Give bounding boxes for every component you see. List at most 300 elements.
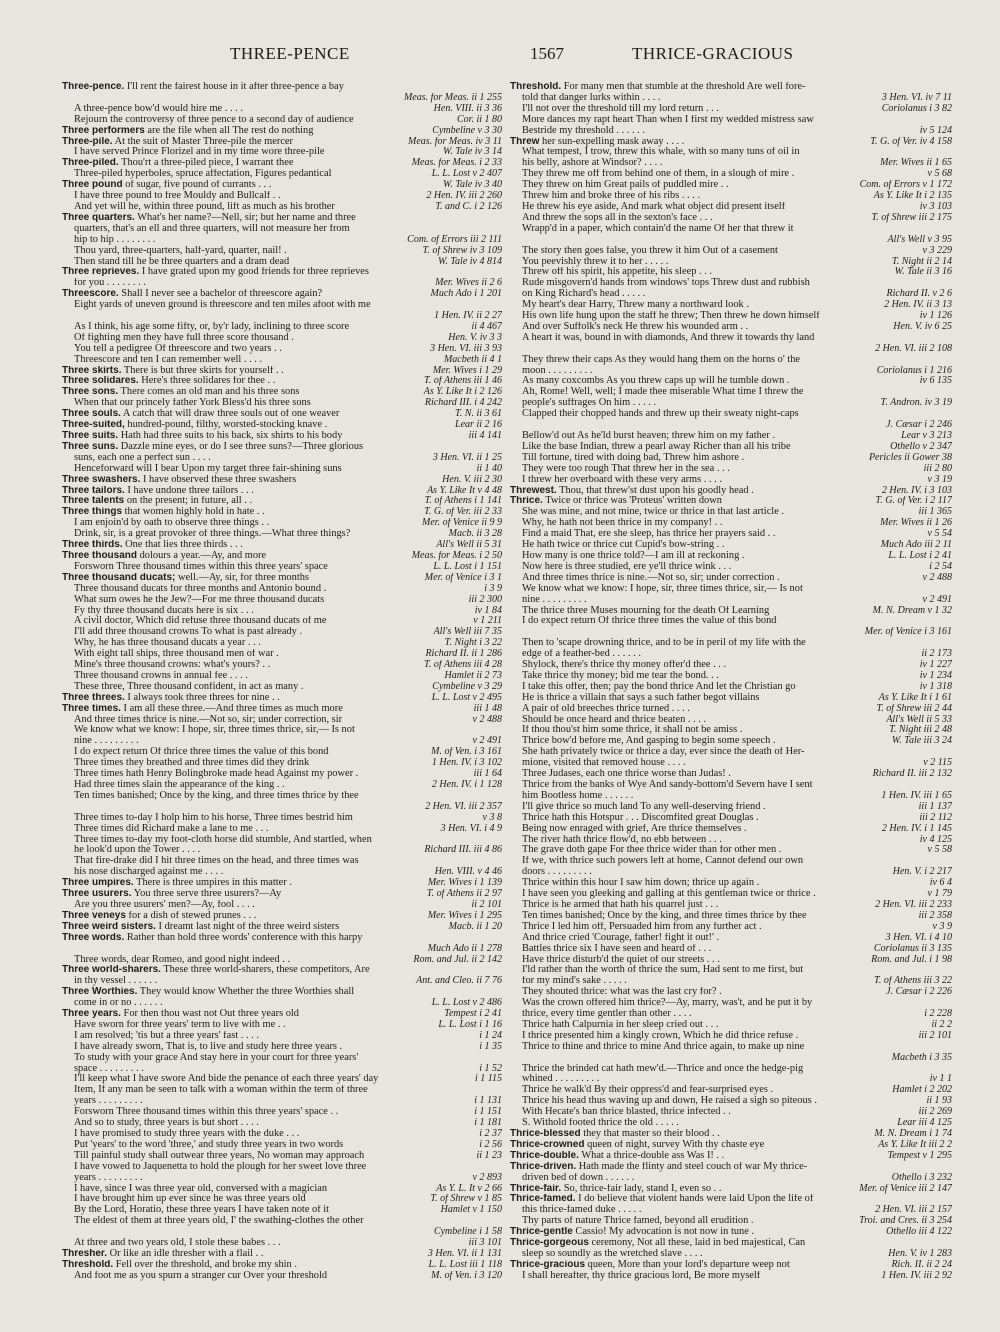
entry-reference: i 1 115 (471, 1074, 502, 1085)
concordance-entry (510, 595, 952, 606)
concordance-entry (62, 715, 502, 726)
concordance-entry (62, 1151, 502, 1162)
entry-headword: Three-suited, (62, 420, 125, 431)
entry-quotation: So, thrice-fair lady, stand I, even so . . (561, 1183, 722, 1194)
entry-reference: Meas. for Meas. i 2 33 (408, 158, 502, 169)
concordance-entry (62, 1238, 502, 1249)
concordance-entry (62, 1107, 502, 1118)
concordance-entry (62, 1173, 502, 1184)
entry-reference: iv 6 135 (916, 376, 952, 387)
entry-quotation: The grave doth gape For thee thrice wider than for other men . (522, 845, 782, 856)
concordance-entry (510, 627, 952, 638)
concordance-entry (62, 1009, 502, 1020)
concordance-entry (510, 191, 952, 202)
concordance-entry (62, 246, 502, 257)
entry-reference: M. of Ven. i 3 120 (427, 1271, 502, 1282)
entry-quotation: They threw their caps As they would hang them on the horns o' the (522, 354, 801, 365)
concordance-entry (510, 758, 952, 769)
entry-quotation: My heart's dear Harry, Threw many a northward look . (522, 300, 749, 311)
entry-quotation: I do believe that violent hands were laid Upon the life of (575, 1194, 814, 1205)
entry-reference: T. of Athens ii 2 97 (423, 889, 502, 900)
entry-reference: v 5 68 (924, 169, 952, 180)
entry-quotation: More dances my rapt heart Than when I first my wedded mistress saw (522, 114, 814, 125)
entry-quotation: Have thrice disturb'd the quiet of our streets . . . (522, 954, 720, 965)
entry-headword: Three Worthies. (62, 987, 138, 998)
entry-reference: Mer. Wives i 1 295 (424, 911, 502, 922)
entry-quotation: thrice, every time gentler than other . . . . (522, 1009, 692, 1020)
entry-reference: ii 2 173 (917, 649, 952, 660)
entry-quotation: I have seen you gleeking and galling at this gentleman twice or thrice . (522, 889, 816, 900)
entry-reference: Mer. Wives i 1 29 (429, 366, 502, 377)
entry-headword: Three things (62, 507, 123, 518)
entry-reference: W. Tale iv 3 40 (439, 180, 502, 191)
concordance-entry (510, 442, 952, 453)
entry-quotation: well.—Ay, sir, for three months (175, 572, 309, 583)
concordance-entry (510, 333, 952, 344)
concordance-entry (62, 627, 502, 638)
concordance-entry (62, 420, 502, 431)
entry-headword: Three reprieves. (62, 267, 140, 278)
concordance-entry (62, 638, 502, 649)
entry-headword: Three threes. (62, 692, 125, 703)
concordance-entry (62, 802, 502, 813)
entry-quotation: You three serve three usurers?—Ay (131, 889, 282, 900)
concordance-entry (510, 1151, 952, 1162)
concordance-entry (62, 278, 502, 289)
entry-quotation: Thrice he walk'd By their oppress'd and fear-surprised eyes . (522, 1085, 774, 1096)
concordance-entry (510, 944, 952, 955)
entry-quotation: Drink, sir, is a great provoker of three things.—What three things? (74, 529, 351, 540)
concordance-entry (510, 1249, 952, 1260)
entry-quotation: Here's three solidares for thee . . (138, 376, 276, 387)
entry-quotation: her sun-expelling mask away . . . . (539, 136, 685, 147)
concordance-entry (62, 933, 502, 944)
concordance-entry (510, 1020, 952, 1031)
running-head-left: THREE-PENCE (230, 44, 350, 63)
entry-headword: Thrice-gorgeous (510, 1238, 589, 1249)
entry-reference: iv 1 126 (916, 311, 952, 322)
concordance-entry (510, 420, 952, 431)
entry-quotation: years . . . . . . . . . (74, 1172, 143, 1183)
entry-quotation: I dreamt last night of the three weird sisters (155, 921, 340, 932)
entry-reference: L. L. Lost i 2 41 (884, 551, 952, 562)
entry-quotation: And over Suffolk's neck He threw his wounded arm . . (522, 321, 749, 332)
entry-reference: v 3 229 (919, 246, 952, 257)
concordance-entry (510, 1238, 952, 1249)
entry-reference: M. N. Dream v 1 32 (869, 606, 952, 617)
entry-reference: Coriolanus i 3 82 (878, 104, 952, 115)
entry-reference: 1 Hen. IV. ii 2 27 (430, 311, 502, 322)
entry-headword: Thrice-driven. (510, 1161, 577, 1172)
concordance-entry (510, 1107, 952, 1118)
entry-reference: All's Well v 3 95 (883, 235, 952, 246)
entry-reference: T. N. ii 3 61 (451, 409, 502, 420)
entry-reference: T. G. of Ver. i 2 117 (871, 496, 952, 507)
entry-reference: Mer. of Venice ii 9 9 (418, 518, 502, 529)
entry-reference: T. of Athens iii 4 28 (420, 660, 502, 671)
concordance-entry (510, 584, 952, 595)
entry-quotation: As many coxcombs As you threw caps up will he tumble down . (522, 376, 790, 387)
entry-reference: i 2 54 (925, 562, 952, 573)
entry-headword: Three-pile. (62, 136, 113, 147)
concordance-entry (62, 475, 502, 486)
entry-reference: iii 2 300 (465, 595, 502, 606)
concordance-entry (510, 878, 952, 889)
entry-reference: ii 1 40 (472, 464, 502, 475)
concordance-entry (510, 660, 952, 671)
concordance-entry (62, 955, 502, 966)
concordance-entry (510, 1053, 952, 1064)
entry-reference: Lear v 3 213 (897, 431, 952, 442)
entry-quotation: I have observed these three swashers (140, 474, 297, 485)
entry-quotation: Fell over the threshold, and broke my shin . (113, 1259, 297, 1270)
concordance-entry (62, 1118, 502, 1129)
entry-quotation: Thrice hath Calpurnia in her sleep cried out . . . (522, 1019, 719, 1030)
entry-reference: 1 Hen. IV. iii 1 65 (877, 791, 952, 802)
concordance-entry (62, 704, 502, 715)
entry-reference: iv 1 1 (926, 1074, 952, 1085)
concordance-entry (62, 540, 502, 551)
concordance-entry (510, 344, 952, 355)
entry-reference: Hen. V. iv 3 3 (444, 333, 502, 344)
entry-headword: Three souls. (62, 409, 121, 420)
concordance-entry (510, 376, 952, 387)
entry-reference: Tempest v 1 295 (884, 1151, 952, 1162)
entry-reference: iii 2 101 (915, 1031, 952, 1042)
entry-quotation: Three-piled hyperboles, spruce affectation, Figures pedantical (74, 169, 332, 180)
entry-reference: 3 Hen. VI. i 4 10 (882, 933, 952, 944)
entry-quotation: Thrice hath this Hotspur . . . Discomfited great Douglas . (522, 812, 759, 823)
concordance-entry (510, 638, 952, 649)
entry-reference: Mer. of Venice iii 2 147 (855, 1184, 952, 1195)
concordance-entry (510, 464, 952, 475)
entry-reference: L. L. Lost i 1 151 (429, 562, 502, 573)
concordance-entry (62, 518, 502, 529)
concordance-entry (510, 736, 952, 747)
entry-quotation: I'll rent the fairest house in it after three-pence a bay (124, 82, 344, 92)
concordance-entry (510, 180, 952, 191)
concordance-entry (62, 1074, 502, 1085)
entry-quotation: We know what we know: I hope, sir, three times thrice, sir,— Is not (74, 725, 355, 736)
entry-reference: Mer. Wives i 1 139 (424, 878, 502, 889)
entry-headword: Three umpires. (62, 878, 134, 889)
entry-quotation: Was the crown offered him thrice?—Ay, marry, was't, and he put it by (522, 998, 813, 1009)
concordance-entry (510, 976, 952, 987)
concordance-entry (510, 1042, 952, 1053)
entry-quotation: That fire-drake did I hit three times on the head, and three times was (74, 856, 359, 867)
entry-quotation: I have already sworn, That is, to live and study here three years . (74, 1041, 343, 1052)
entry-reference: iii 1 48 (470, 704, 502, 715)
entry-quotation: for a dish of stewed prunes . . . (125, 910, 257, 921)
concordance-entry (510, 802, 952, 813)
entry-quotation: They would know Whether the three Worthies shall (137, 987, 355, 998)
entry-reference: iv 1 227 (916, 660, 952, 671)
concordance-entry (62, 682, 502, 693)
concordance-entry (62, 453, 502, 464)
concordance-entry (62, 191, 502, 202)
concordance-entry (62, 333, 502, 344)
entry-quotation: And so to study, three years is but short . . . . (74, 1118, 259, 1129)
concordance-entry (62, 507, 502, 518)
concordance-entry (510, 431, 952, 442)
entry-quotation: The river hath thrice flow'd, no ebb between . . . (522, 834, 722, 845)
entry-quotation: I shall hereafter, thy thrice gracious lord, Be more myself (522, 1270, 761, 1281)
entry-reference: Macbeth i 3 35 (888, 1053, 952, 1064)
entry-reference: v 5 58 (924, 845, 952, 856)
entry-quotation: With Hecate's ban thrice blasted, thrice infected . . (522, 1107, 731, 1118)
entry-reference: 1 Hen. IV. i 3 102 (428, 758, 502, 769)
entry-quotation: Hath made the flinty and steel couch of war My thrice- (576, 1161, 808, 1172)
entry-reference: J. Cæsar i 2 246 (882, 420, 952, 431)
concordance-entry (62, 944, 502, 955)
concordance-entry (510, 496, 952, 507)
concordance-entry (62, 573, 502, 584)
concordance-entry (510, 1216, 952, 1227)
entry-quotation: I have, since I was three year old, conversed with a magician (74, 1183, 328, 1194)
entry-quotation: edge of a feather-bed . . . . . . (522, 649, 641, 660)
entry-reference: Macbeth ii 4 1 (440, 355, 502, 366)
entry-quotation: I'll not over the threshold till my lord return . . . (522, 103, 719, 114)
entry-quotation: nine . . . . . . . . . (522, 594, 587, 605)
entry-headword: Three pound (62, 180, 123, 191)
entry-reference: 3 Hen. VI. iv 7 11 (878, 93, 952, 104)
concordance-entry (62, 747, 502, 758)
entry-quotation: I am resolved; 'tis but a three years' fast . . . . (74, 1030, 259, 1041)
concordance-entry (510, 213, 952, 224)
page-number: 1567 (530, 44, 564, 63)
entry-reference: Mer. Wives ii 2 6 (431, 278, 502, 289)
entry-quotation: Have sworn for three years' term to live with me . . (74, 1019, 286, 1030)
entry-reference: Tempest i 2 41 (440, 1009, 502, 1020)
entry-reference: Othello iii 4 122 (882, 1227, 952, 1238)
entry-reference: T. Night iii 2 48 (885, 725, 952, 736)
concordance-entry (510, 1074, 952, 1085)
entry-reference: M. N. Dream i 1 74 (870, 1129, 952, 1140)
concordance-entry (510, 955, 952, 966)
entry-reference: 2 Hen. IV. iii 2 260 (422, 191, 502, 202)
concordance-entry (62, 758, 502, 769)
entry-quotation: come in or no . . . . . . (74, 998, 163, 1009)
concordance-entry (62, 922, 502, 933)
entry-reference: As Y. Like It i 2 135 (870, 191, 952, 202)
entry-reference: Richard II. iii 2 132 (869, 769, 952, 780)
entry-quotation: Thou, that threw'st dust upon his goodly head . (556, 485, 754, 496)
entry-headword: Thrice. (510, 496, 543, 507)
entry-reference: Cymbeline v 3 30 (428, 126, 502, 137)
entry-reference: M. of Ven. i 3 161 (427, 747, 502, 758)
concordance-entry (510, 1260, 952, 1271)
entry-reference: Rom. and Jul. i 1 98 (867, 955, 952, 966)
entry-quotation: Rejourn the controversy of three pence to a second day of audience (74, 114, 354, 125)
concordance-entry (510, 747, 952, 758)
right-column (510, 82, 952, 1317)
concordance-entry (62, 224, 502, 235)
entry-headword: Three-pence. (62, 82, 125, 92)
concordance-entry (62, 606, 502, 617)
entry-quotation: queen, More than your lord's departure weep not (585, 1259, 790, 1270)
entry-quotation: that women highly hold in hate . . (122, 507, 265, 518)
entry-reference: v 1 79 (924, 889, 952, 900)
entry-quotation: Battles thrice six I have seen and heard of . . . (522, 943, 712, 954)
concordance-entry (510, 158, 952, 169)
entry-reference: i 2 56 (475, 1140, 502, 1151)
entry-quotation: What's her name?—Nell, sir; but her name and three (134, 212, 356, 223)
entry-quotation: driven bed of down . . . . . . (522, 1172, 635, 1183)
concordance-entry (510, 1031, 952, 1042)
entry-reference: L. L. Lost i 1 16 (434, 1020, 502, 1031)
entry-reference: ii 2 101 (467, 900, 502, 911)
entry-reference: W. Tale ii 3 16 (891, 267, 952, 278)
entry-reference: As Y. Like It i 1 61 (875, 693, 952, 704)
concordance-entry (62, 1031, 502, 1042)
concordance-entry (510, 922, 952, 933)
entry-quotation: I have vowed to Jaquenetta to hold the plough for her sweet love three (74, 1161, 367, 1172)
concordance-entry (62, 387, 502, 398)
concordance-entry (62, 529, 502, 540)
concordance-entry (510, 835, 952, 846)
concordance-entry (510, 998, 952, 1009)
entry-reference: iv 1 84 (471, 606, 502, 617)
concordance-entry (510, 965, 952, 976)
concordance-entry (510, 1194, 952, 1205)
entry-reference: T. Night i 3 22 (441, 638, 502, 649)
entry-quotation: nine . . . . . . . . . (74, 736, 139, 747)
entry-reference: T. of Shrew iv 3 109 (419, 246, 502, 257)
concordance-entry (62, 965, 502, 976)
concordance-entry (510, 551, 952, 562)
entry-reference: Com. of Errors v 1 172 (856, 180, 952, 191)
entry-reference: ii 1 93 (922, 1096, 952, 1107)
concordance-entry (510, 845, 952, 856)
concordance-entry (62, 1085, 502, 1096)
entry-reference: Richard II. ii 1 286 (421, 649, 502, 660)
concordance-entry (62, 464, 502, 475)
concordance-entry (510, 267, 952, 278)
concordance-entry (510, 366, 952, 377)
entry-quotation: They shouted thrice: what was the last cry for? . (522, 987, 722, 998)
concordance-entry (62, 1053, 502, 1064)
entry-quotation: His own life hung upon the staff he threw; Then threw he down himself (522, 311, 820, 322)
entry-quotation: He threw his eye aside, And mark what object did present itself (522, 201, 786, 212)
concordance-entry (62, 736, 502, 747)
entry-reference: T. and C. i 2 126 (431, 202, 502, 213)
entry-reference: v 5 54 (924, 529, 952, 540)
entry-quotation: What a thrice-double ass Was I! . . (578, 1150, 725, 1161)
entry-reference: Rom. and Jul. ii 2 142 (409, 955, 502, 966)
concordance-entry (510, 1064, 952, 1075)
concordance-entry (62, 1129, 502, 1140)
entry-quotation: I am all these three.—And three times as much more (120, 703, 343, 714)
entry-quotation: And three times thrice is nine.—Not so, sir; under correction, sir (74, 714, 343, 725)
entry-reference: Hen. V. iv 6 25 (889, 322, 952, 333)
concordance-entry (510, 1096, 952, 1107)
entry-quotation: If we, with thrice such powers left at home, Cannot defend our own (522, 856, 804, 867)
entry-reference: L. L. Lost v 2 495 (428, 693, 502, 704)
entry-headword: Three quarters. (62, 212, 135, 223)
entry-quotation: I'll add three thousand crowns To what is past already . (74, 627, 303, 638)
entry-headword: Thrice-blessed (510, 1129, 581, 1139)
concordance-entry (510, 616, 952, 627)
entry-quotation: And yet will he, within three pound, lift as much as his brother (74, 201, 335, 212)
entry-reference: iii 4 141 (465, 431, 502, 442)
entry-quotation: Dazzle mine eyes, or do I see three suns?—Three glorious (118, 441, 364, 452)
concordance-entry (62, 856, 502, 867)
concordance-entry (62, 376, 502, 387)
concordance-entry (510, 518, 952, 529)
concordance-entry (510, 1227, 952, 1238)
concordance-entry (62, 126, 502, 137)
entry-quotation: on King Richard's head . . . . . (522, 289, 646, 300)
entry-quotation: Hath had three suits to his back, six shirts to his body (118, 431, 343, 441)
concordance-entry (62, 1194, 502, 1205)
concordance-entry (510, 1184, 952, 1195)
entry-reference: Hen. VIII. v 4 46 (431, 867, 502, 878)
entry-reference: i 1 52 (475, 1064, 502, 1075)
entry-quotation: Three thousand crowns in annual fee . . . . (74, 670, 248, 681)
entry-reference: iii 2 80 (920, 464, 952, 475)
entry-headword: Three tailors. (62, 485, 125, 496)
entry-quotation: She was mine, and not mine, twice or thrice in that last article . (522, 507, 784, 518)
entry-reference: iv 1 318 (916, 682, 952, 693)
concordance-entry (510, 693, 952, 704)
entry-quotation: I am enjoin'd by oath to observe three things . . (74, 518, 270, 529)
entry-reference: Mer. Wives ii 1 65 (876, 158, 952, 169)
entry-quotation: on the present; in future, all . . (124, 496, 253, 507)
concordance-entry (62, 115, 502, 126)
entry-reference: All's Well ii 5 33 (882, 715, 952, 726)
entry-reference: T. G. of Ver. iii 2 33 (420, 507, 502, 518)
entry-quotation: Now here is three studied, ere ye'll thrice wink . . . (522, 561, 732, 572)
entry-quotation: How many is one thrice told?—I am ill at reckoning . (522, 550, 745, 561)
entry-reference: iii 2 112 (915, 813, 952, 824)
entry-quotation: And threw the sops all in the sexton's face . . . (522, 212, 713, 223)
entry-reference: iii 2 269 (915, 1107, 952, 1118)
concordance-entry (510, 300, 952, 311)
entry-quotation: Ten times banished; Once by the king, and three times thrice by thee (74, 790, 359, 801)
concordance-entry (510, 856, 952, 867)
entry-quotation: There is three umpires in this matter . (133, 878, 292, 889)
concordance-entry (510, 202, 952, 213)
entry-headword: Three veneys (62, 910, 126, 921)
entry-quotation: When that our princely father York Bless'd his three sons (74, 398, 311, 409)
entry-reference: Hamlet i 2 202 (888, 1085, 952, 1096)
entry-reference: i 1 35 (475, 1042, 502, 1053)
entry-quotation: Mine's three thousand crowns: what's yours? . . (74, 660, 271, 671)
entry-reference: Lear iii 4 125 (893, 1118, 952, 1129)
entry-quotation: He hath twice or thrice cut Cupid's bow-string . . (522, 540, 725, 551)
entry-reference: Meas. for Meas. i 2 50 (408, 551, 502, 562)
entry-reference: Richard III. i 4 242 (421, 398, 502, 409)
concordance-entry (62, 158, 502, 169)
entry-quotation: And thrice cried 'Courage, father! fight it out!' . (522, 932, 720, 943)
concordance-entry (510, 824, 952, 835)
entry-reference: J. Cæsar i 2 226 (882, 987, 952, 998)
concordance-entry (62, 1205, 502, 1216)
entry-quotation: A civil doctor, Which did refuse three thousand ducats of me (74, 616, 327, 627)
entry-reference: Coriolanus ii 3 135 (870, 944, 952, 955)
entry-headword: Three suits. (62, 431, 119, 441)
entry-reference: Troi. and Cres. ii 3 254 (855, 1216, 952, 1227)
entry-quotation: Item, If any man be seen to talk with a woman within the term of three (74, 1085, 368, 1096)
entry-reference: iv 5 124 (916, 126, 952, 137)
entry-reference: 1 Hen. IV. iii 2 92 (877, 1271, 952, 1282)
entry-quotation: moon . . . . . . . . . (522, 365, 593, 376)
concordance-entry (62, 562, 502, 573)
concordance-entry (510, 311, 952, 322)
entry-reference: iv 4 125 (916, 835, 952, 846)
entry-headword: Threwest. (510, 485, 557, 496)
entry-reference: iv 3 103 (916, 202, 952, 213)
